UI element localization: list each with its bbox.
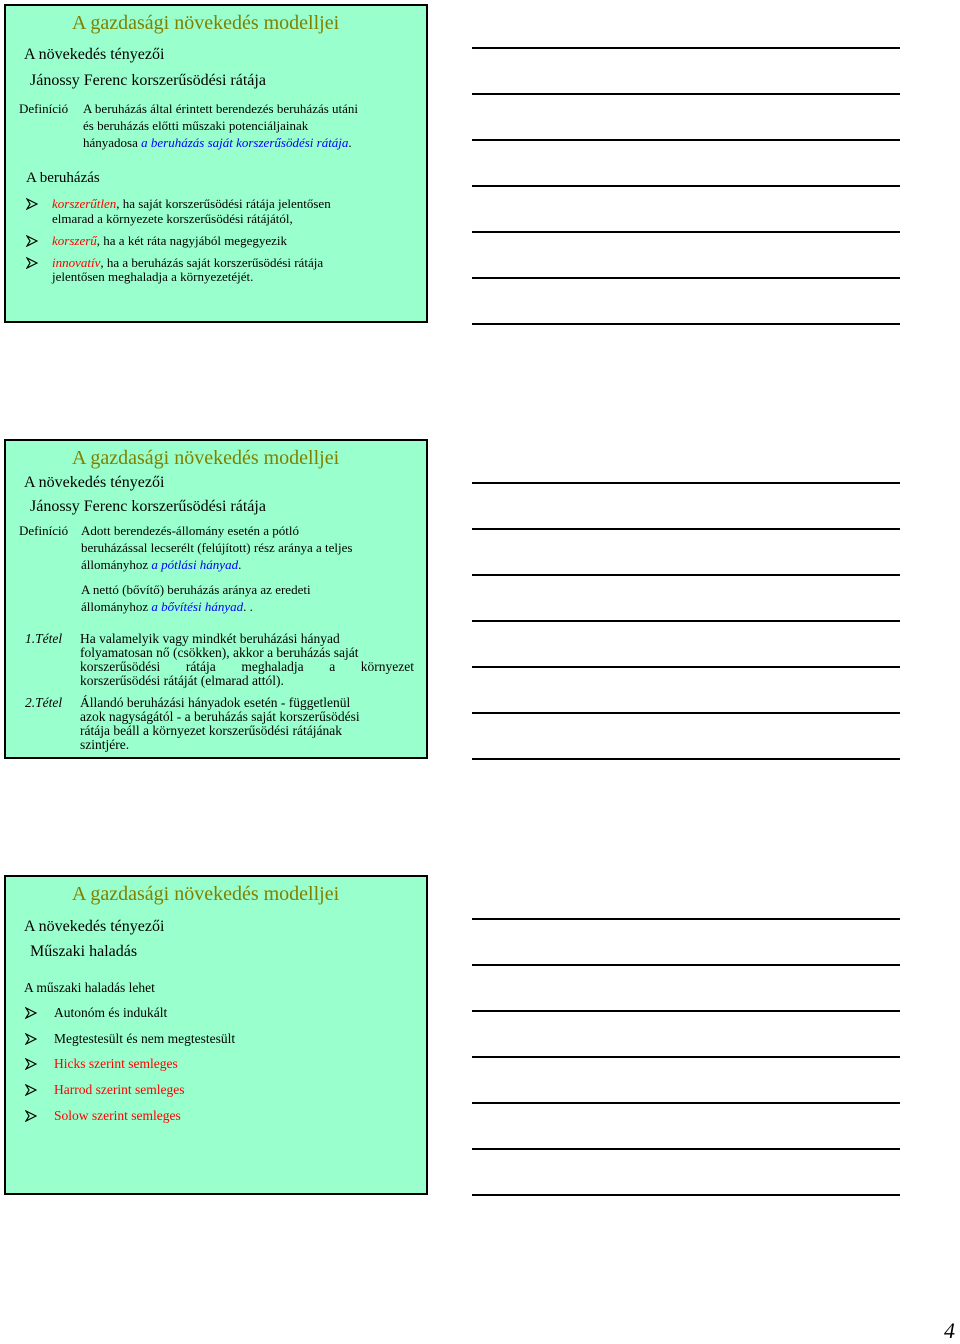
arrow-bullet-icon (25, 1007, 37, 1019)
definition-punct: . (238, 557, 242, 572)
arrow-bullet-icon (25, 1058, 37, 1070)
theorem-line: szintjére. (80, 737, 130, 752)
arrow-bullet-icon (25, 1033, 37, 1045)
definition-punct: . . (243, 599, 253, 614)
bullet-text: Solow szerint semleges (54, 1108, 181, 1123)
note-line (472, 323, 900, 325)
bullet-desc: , ha saját korszerűsödési rátája jelentősen (116, 196, 331, 211)
theorem-line: Ha valamelyik vagy mindkét beruházási hányad (80, 631, 340, 646)
note-line (472, 93, 900, 95)
note-line (472, 528, 900, 530)
note-line (472, 277, 900, 279)
note-line (472, 1010, 900, 1012)
bullet-term: korszerűtlen (52, 196, 117, 211)
definition-line: beruházással lecserélt (felújított) rész aránya a teljes (81, 540, 353, 555)
note-line (472, 574, 900, 576)
definition-line (81, 598, 253, 615)
note-line (472, 1102, 900, 1104)
slide-3 (4, 875, 428, 1195)
bullet-text-cont: jelentősen meghaladja a környezetéjét. (52, 269, 254, 284)
definition-line: A nettó (bővítő) beruházás aránya az eredeti (81, 582, 311, 597)
definition-line: A beruházás által érintett berendezés beruházás utáni (83, 101, 359, 116)
note-line (472, 139, 900, 141)
definition-text: hányadosa (83, 135, 142, 150)
bullet-desc: , ha a beruházás saját korszerűsödési rátája (100, 255, 324, 270)
definition-punct: . (348, 135, 352, 150)
arrow-bullet-icon (26, 198, 38, 210)
bullet-desc: , ha a két ráta nagyjából megegyezik (96, 233, 288, 248)
definition-line: és beruházás előtti műszaki potenciáljainak (83, 118, 309, 133)
slide-2 (4, 439, 428, 759)
bullet-term: korszerű (52, 233, 97, 248)
arrow-bullet-icon (26, 257, 38, 269)
definition-line (83, 134, 352, 151)
bullet-text: Megtestesült és nem megtestesült (54, 1031, 236, 1046)
definition-text: állományhoz (81, 557, 152, 572)
definition-label: Definíció (19, 523, 69, 538)
intro-text: A műszaki haladás lehet (24, 980, 155, 995)
theorem-line: korszerűsödési rátája meghaladja a környezet (80, 659, 414, 674)
note-line (472, 918, 900, 920)
note-line (472, 1194, 900, 1196)
definition-line: Adott berendezés-állomány esetén a pótló (81, 523, 300, 538)
note-line (472, 666, 900, 668)
arrow-bullet-icon (25, 1110, 37, 1122)
bullet-term: innovatív (52, 255, 101, 270)
definition-label: Definíció (19, 101, 69, 116)
slide-title: A gazdasági növekedés modelljei (72, 447, 340, 469)
slide-1 (4, 4, 428, 323)
note-line (472, 1148, 900, 1150)
bullet-text (52, 232, 287, 249)
bullet-text-cont: elmarad a környezete korszerűsödési rátájától, (52, 211, 293, 226)
theorem-line: Állandó beruházási hányadok esetén - függetlenül (80, 695, 351, 710)
definition-term: a pótlási hányad (151, 557, 239, 572)
section-heading: A beruházás (26, 170, 100, 186)
slide-subtitle: A növekedés tényezői (24, 474, 165, 491)
note-line (472, 712, 900, 714)
theorem-line: azok nagyságától - a beruházás saját korszerűsödési (80, 709, 360, 724)
bullet-text: Harrod szerint semleges (54, 1082, 185, 1097)
bullet-text: Autonóm és indukált (54, 1005, 168, 1020)
slide-subsubtitle: Jánossy Ferenc korszerűsödési rátája (30, 72, 266, 89)
arrow-bullet-icon (26, 235, 38, 247)
theorem-line: korszerűsödési rátáját (elmarad attól). (80, 673, 284, 688)
theorem-line: rátája beáll a környezet korszerűsödési rátájának (80, 723, 342, 738)
note-line (472, 964, 900, 966)
note-line (472, 1056, 900, 1058)
theorem-label: 2.Tétel (25, 695, 63, 710)
definition-line (81, 556, 241, 573)
theorem-label: 1.Tétel (25, 631, 63, 646)
definition-term: a bővítési hányad (151, 599, 244, 614)
arrow-bullet-icon (25, 1084, 37, 1096)
slide-subsubtitle: Műszaki haladás (30, 943, 138, 960)
definition-term: a beruházás saját korszerűsödési rátája (141, 135, 349, 150)
note-line (472, 47, 900, 49)
note-line (472, 620, 900, 622)
slide-title: A gazdasági növekedés modelljei (72, 12, 340, 34)
definition-text: állományhoz (81, 599, 152, 614)
slide-subtitle: A növekedés tényezői (24, 918, 165, 935)
theorem-line: folyamatosan nő (csökken), akkor a beruházás saját (80, 645, 359, 660)
note-line (472, 231, 900, 233)
note-line (472, 482, 900, 484)
note-line (472, 185, 900, 187)
slide-subsubtitle: Jánossy Ferenc korszerűsödési rátája (30, 498, 266, 515)
slide-title: A gazdasági növekedés modelljei (72, 883, 340, 905)
note-line (472, 758, 900, 760)
slide-subtitle: A növekedés tényezői (24, 46, 165, 63)
bullet-text: Hicks szerint semleges (54, 1056, 178, 1071)
page-number: 4 (944, 1318, 955, 1343)
